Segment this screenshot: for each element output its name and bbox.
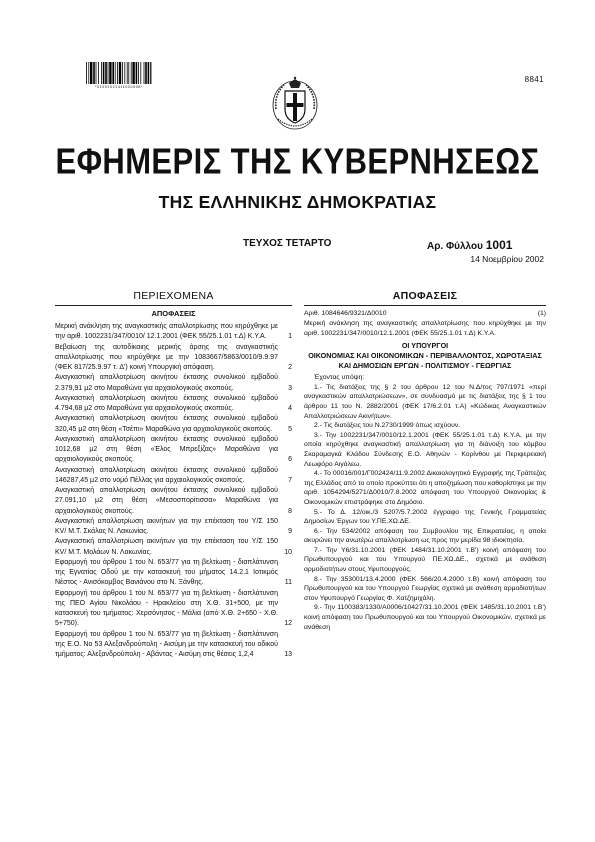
barcode-bar [140,62,141,84]
considering-paragraph: 7.- Την Υ6/31.10.2001 (ΦΕΚ 1484/31.10.2001 τ.Β') κοινή απόφαση του Πρωθυπουργού και του Υπουργού ΠΕ.ΧΩ.ΔΕ., σχετικά με ανάθεση αρμοδιοτήτων στους Υφυπουργούς. [304,546,546,574]
barcode-bar [115,62,116,84]
barcode-bar [131,62,132,84]
barcode-bar [138,62,139,84]
barcode-number: *01001021411020008* [95,85,143,89]
contents-item-page: 1 [288,333,292,341]
contents-item [55,373,292,394]
decisions-column [304,290,546,632]
contents-item-page: 3 [288,384,292,392]
barcode-bar [144,62,145,84]
gazette-title: ΕΦΗΜΕΡΙΣ ΤΗΣ ΚΥΒΕΡΝΗΣΕΩΣ [55,141,540,182]
contents-item-text: Αναγκαστική απαλλοτρίωση ακινήτου έκτασης συνολικού εμβαδού 4.794,68 μ2 στο Μαραθώνα για αρχαιολογικούς σκοπούς. [55,394,278,412]
contents-item-page: 10 [284,548,292,556]
contents-item-page: 12 [284,620,292,628]
contents-item-text: Εφαρμογή του άρθρου 1 του Ν. 653/77 για τη βελτίωση - διαπλάτυνση της ΠΕΟ Αγίου Νικολάου - Ηρακλείου στη Χ.Θ. 31+500, με την κατασκευή του τμήματος: Χερσόνησος - Μάλια (από Χ.Θ. 2+650 - Χ.Θ. 5+750). [55,589,278,628]
issue-label: ΤΕΥΧΟΣ ΤΕΤΑΡΤΟ [243,238,332,249]
contents-item [55,537,292,558]
contents-item-text: Αναγκαστική απαλλοτρίωση ακινήτου έκτασης συνολικού εμβαδού 146287,45 μ2 στο νομό Πέλλας για αρχαιολογικούς σκοπούς. [55,466,278,484]
barcode-bar [128,62,129,84]
considering-paragraphs [304,383,546,632]
ministers-line-1: ΟΙ ΥΠΟΥΡΓΟΙ [401,341,449,351]
considering-paragraph: 5.- Το Δ. 12/οικ./3 5207/5.7.2002 έγγραφο της Γενικής Γραμματείας Δημοσίων Έργων του Υ.ΠΕ.ΧΩ.ΔΕ. [304,508,546,526]
barcode-bar [119,62,121,84]
contents-item [55,558,292,589]
contents-column [55,290,292,660]
contents-item [55,517,292,538]
decision-summary: Μερική ανάκληση της αναγκαστικής απαλλοτρίωσης που κηρύχθηκε με την αριθ. 1002231/347/0010/12.1.2001 (ΦΕΚ 55/25.1.01 τ.Δ) Κ.Υ.Α. [304,320,546,337]
contents-item-page: 2 [288,364,292,371]
decision-ref-number: Αριθ. 1084646/9321/Δ0010 [304,310,387,317]
contents-rule [55,305,292,306]
contents-item-text: Αναγκαστική απαλλοτρίωση ακινήτου έκτασης συνολικού εμβαδού 27.091,10 μ2 στη θέση «Μεσοσπορίτισσα» Μαραθώνα για αρχαιολογικούς σκοπούς. [55,487,278,515]
barcode-bar [98,62,99,84]
contents-item-text: Μερική ανάκληση της αναγκαστικής απαλλοτρίωσης που κηρύχθηκε με την αριθ. 1002231/347/0010/ 12.1.2001 (ΦΕΚ 55/25.1.01 τ.Δ) Κ.Υ.Α. [55,323,278,341]
barcode-bar [124,62,125,84]
sheet-number-value: 1001 [485,238,513,252]
contents-item-text: Αναγκαστική απαλλοτρίωση ακινήτου έκτασης συνολικού εμβαδού 2.379,91 μ2 στο Μαραθώνα για αρχαιολογικούς σκοπούς. [55,374,278,392]
barcode-bar [103,62,105,84]
barcode-bar [88,62,89,84]
ministers-line-2: ΟΙΚΟΝΟΜΙΑΣ ΚΑΙ ΟΙΚΟΝΟΜΙΚΩΝ - ΠΕΡΙΒΑΛΛΟΝΤΟΣ, ΧΩΡΟΤΑΞΙΑΣ ΚΑΙ ΔΗΜΟΣΙΩΝ ΕΡΓΩΝ - ΠΟΛΙΤΙΣΜΟΥ - ΓΕΩΡΓΙΑΣ [308,351,542,371]
page-number: 8841 [524,75,544,84]
barcode-bar [109,62,111,84]
barcode-bar [96,62,97,84]
contents-item-text: Αναγκαστική απαλλοτρίωση ακινήτου έκτασης συνολικού εμβαδού 320,45 μ2 στη θέση «Τσέπι» Μαραθώνα για αρχαιολογικούς σκοπούς. [55,415,278,433]
considering-label: Έχοντας υπόψη: [314,374,365,382]
barcode [86,62,152,84]
contents-item-page: 5 [288,425,292,433]
contents-list [55,322,292,660]
sheet-number [427,238,512,252]
contents-item [55,435,292,466]
gazette-subtitle: ΤΗΣ ΕΛΛΗΝΙΚΗΣ ΔΗΜΟΚΡΑΤΙΑΣ [158,192,437,212]
contents-item [55,394,292,415]
coat-of-arms-emblem-icon [270,75,320,131]
considering-paragraph: 8.- Την 353001/13.4.2000 (ΦΕΚ 566/20.4.2000 τ.Β) κοινή απόφαση του Πρωθυπουργού και του Υπουργού Γεωργίας σχετικά με ανάθεση αρμοδιοτήτων στον Υφυπουργό Γεωργίας Φ. Χατζημιχάλη. [304,575,546,602]
sheet-label: Αρ. Φύλλου [427,241,483,252]
ministers-heading [304,341,546,371]
contents-item [55,322,292,343]
contents-item-text: Εφαρμογή του άρθρου 1 του Ν. 653/77 για τη βελτίωση - διαπλάτυνση της Εγνατίας Οδού με την κατασκευή του μήματος 14.2.1 Ιοτικμός Νέστος - Ανισόκομβος Βανιάνου στο Ν. Ξάνθης. [55,558,278,587]
barcode-bar [117,62,118,84]
contents-item [55,466,292,487]
barcode-bar [148,62,150,84]
decisions-heading: ΑΠΟΦΑΣΕΙΣ [392,290,458,302]
barcode-bar [108,62,109,84]
considering-paragraph: 1.- Τις διατάξεις της § 2 του άρθρου 12 του Ν.Δ/τος 797/1971 «περί αναγκαστικών απαλλοτριώσεων», σε συνδυασμό με τις διατάξεις της § 1 του άρθρου 11 του Ν. 2882/2001 (ΦΕΚ 17/6.2.01 τ.Α) «Κώδικας Αναγκαστικών Απαλλοτριώσεων Ακινήτων». [304,383,546,420]
contents-item-text: Αναγκαστική απαλλοτρίωση ακινήτων για την επέκταση του Υ/Σ 150 KV/ Μ.Τ. Σκάλας Ν. Λακωνίας. [55,517,278,535]
barcode-bar [112,62,114,84]
contents-item [55,589,292,630]
barcode-bar [132,62,134,84]
contents-item [55,414,292,435]
barcode-bar [101,62,102,84]
considering-paragraph: 4.- Το 00016/001/Γ002424/11.9.2002 Δικαιολογητικό Εγγραφής της Τράπεζας της Ελλάδος από το οποίο προκύπτει ότι η αποζημίωση που καθορίστηκε με την αριθ. 1054294/5271/Δ0010/7.8.2002 απόφαση του Υπουργού Οικονομίας & Οικονομικών επιστράφηκε στο Δημόσιο. [304,470,546,506]
contents-item-page: 7 [288,476,292,484]
contents-item [55,343,292,374]
contents-item-text: Εφαρμογή του άρθρου 1 του Ν. 653/77 για τη βελτίωση - διαπλάτυνση της Ε.Ο. Νο 53 Αλεξανδρούπολη - Αισύμη με την κατασκευή του οδικού τμήματος: Αλεξανδρούπολη - Αβάντας - Αισύμη στις θέσεις 1,2,4 [55,630,278,658]
issue-date: 14 Νοεμβρίου 2002 [470,254,544,264]
contents-item-page: 8 [288,507,292,515]
barcode-bar [127,62,128,84]
barcode-bar [136,62,138,84]
barcode-bar [93,62,95,84]
considering-paragraph: 3.- Την 1002231/347/0010/12.1.2001 (ΦΕΚ 55/25.1.01 τ.Δ) Κ.Υ.Α, με την οποία κηρύχθηκε αναγκαστική απαλλοτρίωση για τη διάνοιξη του κόμβου Σκαραμαγκά Κλάδου Σύνδεσης Ε.Ο. Αθηνών - Κορίνθου με Περιφερειακή Λεωφόρο Αιγάλεω. [304,431,546,468]
considering-paragraph: 2.- Τις διατάξεις του Ν.2730/1999 όπως ισχύουν. [314,422,461,430]
barcode-bar [105,62,107,84]
contents-section-heading: ΑΠΟΦΑΣΕΙΣ [151,309,196,318]
considering-paragraph: 6.- Την 534/2002 απόφαση του Συμβουλίου της Επικρατείας, η οποία ακυρώνει την ανωτέρω απαλλοτρίωση ως προς την μερίδα 98 ιδιοκτησία. [304,527,546,545]
contents-item-text: Βεβαίωση της αυτοδίκαιης μερικής άρσης της αναγκαστικής απαλλοτρίωσης που κηρύχθηκε με την 1083667/5863/0010/9.9.97 (ΦΕΚ 817/25.9.97 τ. Δ') κοινή Υπουργική απόφαση. [55,343,278,371]
barcode-bar [90,62,92,84]
barcode-bar [86,62,87,84]
contents-item-page: 11 [284,579,292,587]
decision-ref-mark: (1) [537,310,546,317]
decision-reference [304,309,546,319]
contents-item-page: 9 [288,528,292,535]
barcode-bar [145,62,147,84]
contents-item-page: 6 [288,456,292,464]
contents-item [55,630,292,661]
contents-heading: ΠΕΡΙΕΧΟΜΕΝΑ [133,290,214,302]
contents-item-page: 13 [284,651,292,658]
barcode-bar [122,62,123,84]
contents-item-text: Αναγκαστική απαλλοτρίωση ακινήτου έκτασης συνολικού εμβαδού 1012,68 μ2 στη θέση «Έλος Μπρεξίζας» Μαραθώνα για αρχαιολογικούς σκοπούς. [55,435,278,464]
contents-item-page: 4 [288,405,292,412]
decisions-rule [304,305,546,306]
contents-item-text: Αναγκαστική απαλλοτρίωση ακινήτων για την επέκταση του Υ/Σ 150 KV/ Μ.Τ. Μολάων Ν. Λακωνίας. [55,538,278,556]
barcode-bar [150,62,151,84]
contents-item [55,486,292,517]
considering-paragraph: 9.- Την 1100383/1330/Α0006/10427/31.10.2001 (ΦΕΚ 1485/31.10.2001 τ.Β') κοινή απόφαση του Πρωθυπουργού και του Υπουργού Οικονομικών, σχετικά με ανάθεση [304,604,546,631]
